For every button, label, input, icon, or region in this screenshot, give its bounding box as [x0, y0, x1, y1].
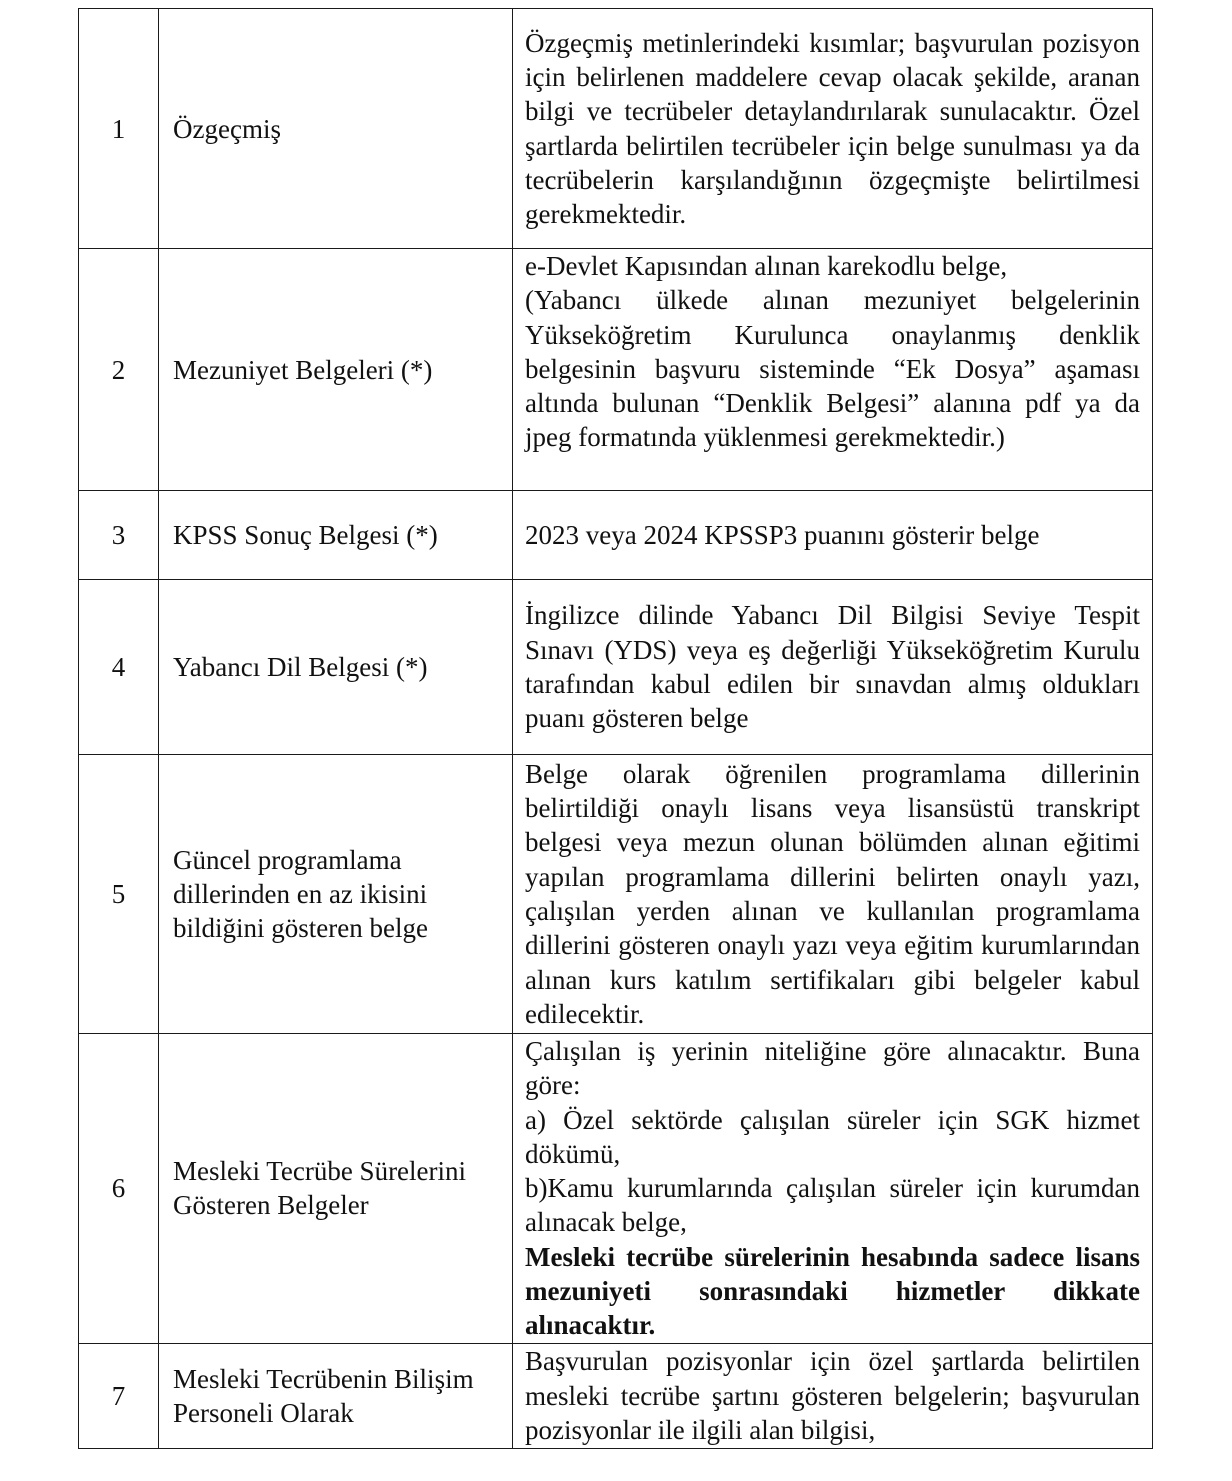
document-name: Güncel programlama dillerinden en az ikisini bildiğini gösteren belge	[159, 755, 513, 1034]
table-row	[79, 1034, 1153, 1344]
table-body	[79, 9, 1153, 1449]
table-row	[79, 9, 1153, 249]
row-number: 5	[79, 755, 159, 1034]
description-paragraph: Özgeçmiş metinlerindeki kısımlar; başvurulan pozisyon için belirlenen maddelere cevap olacak şekilde, aranan bilgi ve tecrübeler detaylandırılarak sunulacaktır. Özel şartlarda belirtilen tecrübeler için belge sunulması ya da tecrübelerin karşılandığının özgeçmişte belirtilmesi gerekmektedir.	[525, 27, 1140, 230]
row-number: 6	[79, 1034, 159, 1344]
document-name: Mezuniyet Belgeleri (*)	[159, 249, 513, 491]
description-paragraph: e-Devlet Kapısından alınan karekodlu belge,	[525, 251, 1008, 281]
document-description	[513, 491, 1153, 580]
document-description	[513, 1034, 1153, 1344]
row-number: 4	[79, 580, 159, 755]
required-documents-table	[78, 8, 1153, 1449]
row-number: 3	[79, 491, 159, 580]
document-name: Yabancı Dil Belgesi (*)	[159, 580, 513, 755]
description-paragraph: Çalışılan iş yerinin niteliğine göre alınacaktır. Buna göre:	[525, 1036, 1140, 1101]
description-bold-note: Mesleki tecrübe sürelerinin hesabında sadece lisans mezuniyeti sonrasındaki hizmetler dikkate alınacaktır.	[525, 1241, 1140, 1341]
document-name: KPSS Sonuç Belgesi (*)	[159, 491, 513, 580]
document-name: Mesleki Tecrübenin Bilişim Personeli Olarak	[159, 1343, 513, 1448]
row-number: 1	[79, 9, 159, 249]
table-row	[79, 755, 1153, 1034]
document-description	[513, 249, 1153, 491]
table-row	[79, 1343, 1153, 1448]
description-paragraph: İngilizce dilinde Yabancı Dil Bilgisi Seviye Tespit Sınavı (YDS) veya eş değerliği Yükseköğretim Kurulu tarafından kabul edilen bir sınavdan almış oldukları puanı gösteren belge	[525, 600, 1140, 734]
description-paragraph: 2023 veya 2024 KPSSP3 puanını gösterir belge	[525, 519, 1040, 550]
document-name: Özgeçmiş	[159, 9, 513, 249]
description-paragraph: (Yabancı ülkede alınan mezuniyet belgelerinin Yükseköğretim Kurulunca onaylanmış denklik belgesinin başvuru sisteminde “Ek Dosya” aşaması altında bulunan “Denklik Belgesi” alanına pdf ya da jpeg formatında yüklenmesi gerekmektedir.)	[525, 285, 1140, 453]
table-row	[79, 491, 1153, 580]
description-paragraph: b)Kamu kurumlarında çalışılan süreler için kurumdan alınacak belge,	[525, 1173, 1140, 1238]
table-row	[79, 249, 1153, 491]
document-description	[513, 1343, 1153, 1448]
document-description	[513, 755, 1153, 1034]
description-paragraph: a) Özel sektörde çalışılan süreler için SGK hizmet dökümü,	[525, 1104, 1140, 1169]
document-description	[513, 580, 1153, 755]
table-row	[79, 580, 1153, 755]
document-name: Mesleki Tecrübe Sürelerini Gösteren Belgeler	[159, 1034, 513, 1344]
document-description	[513, 9, 1153, 249]
row-number: 7	[79, 1343, 159, 1448]
description-paragraph: Belge olarak öğrenilen programlama dillerinin belirtildiği onaylı lisans veya lisansüstü transkript belgesi veya mezun olunan bölümden alınan eğitimi yapılan programlama dillerini belirten onaylı yazı, çalışılan yerden alınan ve kullanılan programlama dillerini gösteren onaylı yazı veya eğitim kurumlarından alınan kurs katılım sertifikaları gibi belgeler kabul edilecektir.	[525, 758, 1140, 1029]
row-number: 2	[79, 249, 159, 491]
description-paragraph: Başvurulan pozisyonlar için özel şartlarda belirtilen mesleki tecrübe şartını gösteren belgelerin; başvurulan pozisyonlar ile ilgili alan bilgisi,	[525, 1346, 1140, 1445]
